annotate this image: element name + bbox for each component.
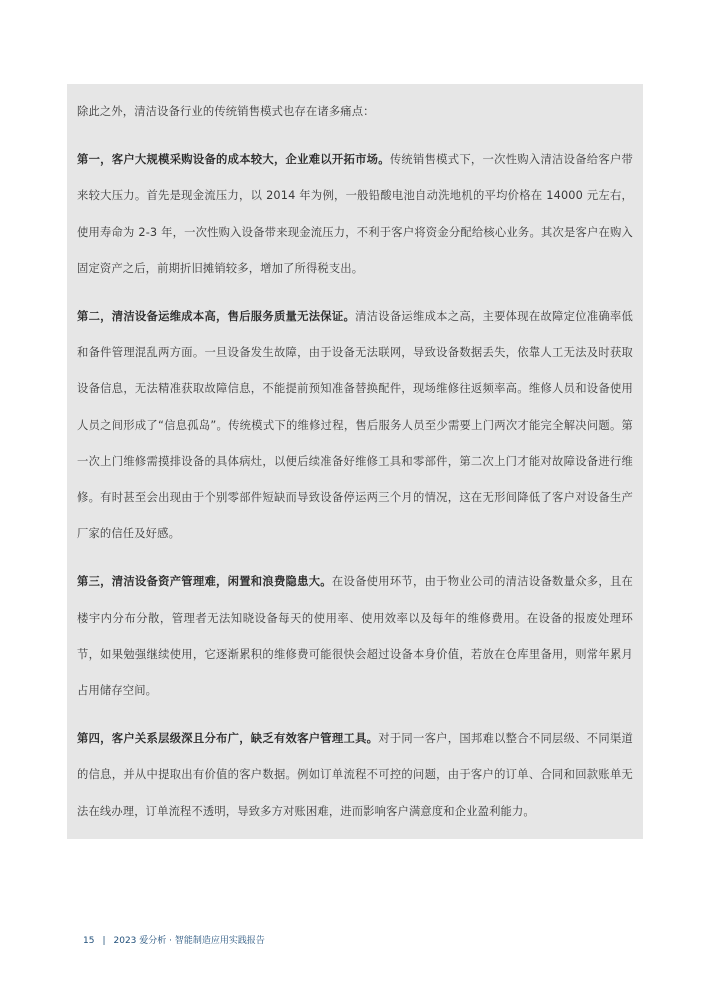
point-body-1: 传统销售模式下，一次性购入清洁设备给客户带来较大压力。首先是现金流压力，以 2014 年为例，一般铅酸电池自动洗地机的平均价格在 14000 元左右，使用寿命为 2-3 年，一次性购入设备带来现金流压力，不利于客户将资金分配给核心业务。其次是客户在购入固定资产之后，前期折旧摊销较多，增加了所得税支出。 [77, 153, 633, 275]
point-body-2: 清洁设备运维成本之高，主要体现在故障定位准确率低和备件管理混乱两方面。一旦设备发生故障，由于设备无法联网，导致设备数据丢失，依靠人工无法及时获取设备信息，无法精准获取故障信息，不能提前预知准备替换配件，现场维修往返频率高。维修人员和设备使用人员之间形成了“信息孤岛”。传统模式下的维修过程，售后服务人员至少需要上门两次才能完全解决问题。第一次上门维修需摸排设备的具体病灶，以便后续准备好维修工具和零部件，第二次上门才能对故障设备进行维修。有时甚至会出现由于个别零部件短缺而导致设备停运两三个月的情况，这在无形间降低了客户对设备生产厂家的信任及好感。 [77, 310, 633, 541]
point-paragraph-3 [77, 564, 633, 709]
point-lead-3: 第三，清洁设备资产管理难，闲置和浪费隐患大。 [77, 575, 332, 589]
page-footer [83, 933, 265, 946]
point-paragraph-2 [77, 299, 633, 552]
content-box [67, 84, 643, 839]
point-body-3: 在设备使用环节，由于物业公司的清洁设备数量众多，且在楼宇内分布分散，管理者无法知晓设备每天的使用率、使用效率以及每年的维修费用。在设备的报废处理环节，如果勉强继续使用，它逐渐累积的维修费可能很快会超过设备本身价值，若放在仓库里备用，则常年累月占用储存空间。 [77, 575, 633, 698]
intro-paragraph: 除此之外，清洁设备行业的传统销售模式也存在诸多痛点： [77, 105, 375, 118]
point-paragraph-1 [77, 142, 633, 287]
point-body-4: 对于同一客户，国邦难以整合不同层级、不同渠道的信息，并从中提取出有价值的客户数据。例如订单流程不可控的问题，由于客户的订单、合同和回款账单无法在线办理，订单流程不透明，导致多方对账困难，进而影响客户满意度和企业盈利能力。 [77, 732, 633, 818]
point-paragraph-4 [77, 721, 633, 830]
point-lead-4: 第四，客户关系层级深且分布广，缺乏有效客户管理工具。 [77, 732, 379, 746]
page-number: 15 [83, 936, 95, 946]
footer-separator: | [102, 936, 106, 946]
report-title: 2023 爱分析 · 智能制造应用实践报告 [113, 936, 265, 946]
point-lead-1: 第一，客户大规模采购设备的成本较大，企业难以开拓市场。 [77, 153, 390, 167]
point-lead-2: 第二，清洁设备运维成本高，售后服务质量无法保证。 [77, 310, 356, 324]
